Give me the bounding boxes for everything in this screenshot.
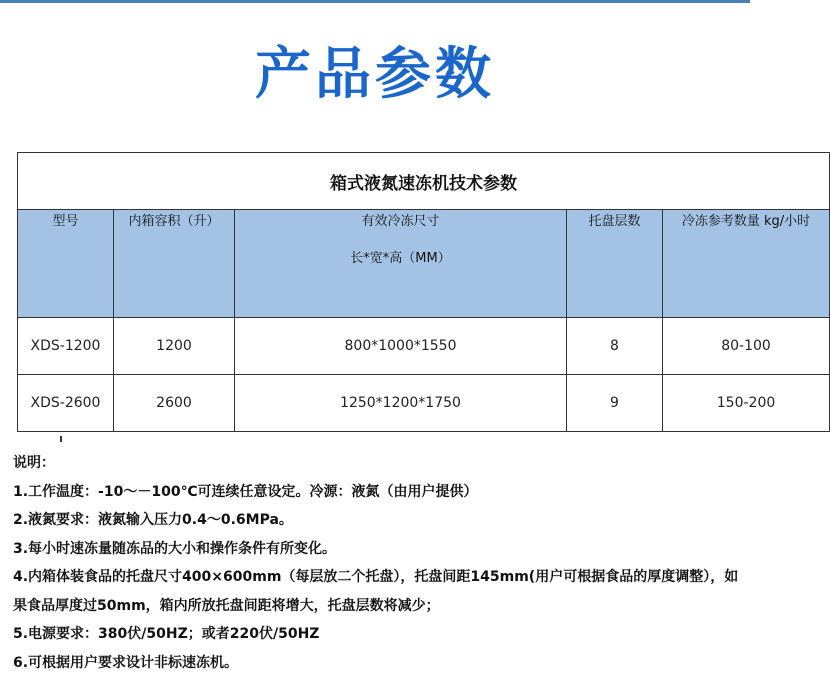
table-row <box>18 318 830 375</box>
cell-trays: 8 <box>567 318 663 375</box>
cell-model: XDS-2600 <box>18 375 114 432</box>
header-sublabel: 长*宽*高（MM） <box>350 251 451 266</box>
note-item: 4.内箱体装食品的托盘尺寸400×600mm（每层放二个托盘），托盘间距145mm(用户可根据食品的厚度调整），如果食品厚度过50mm，箱内所放托盘间距将增大，托盘层数将减少； <box>13 569 739 614</box>
header-cell-volume <box>114 210 235 318</box>
table-caption-row <box>18 153 830 210</box>
note-item: 2.液氮要求：液氮输入压力0.4～0.6MPa。 <box>13 512 293 528</box>
header-label: 型号 <box>52 214 79 229</box>
cell-model: XDS-1200 <box>18 318 114 375</box>
table-header-row <box>18 210 830 318</box>
cell-capacity: 150-200 <box>663 375 830 432</box>
header-label: 有效冷冻尺寸 <box>361 214 440 229</box>
note-item: 1.工作温度：-10～－100℃可连续任意设定。冷源：液氮（由用户提供） <box>13 483 478 500</box>
table-row <box>18 375 830 432</box>
cell-trays: 9 <box>567 375 663 432</box>
cell-size: 800*1000*1550 <box>235 318 567 375</box>
stray-mark <box>60 436 62 442</box>
cell-capacity: 80-100 <box>663 318 830 375</box>
header-cell-size <box>235 210 567 318</box>
header-label: 托盘层数 <box>588 214 641 229</box>
notes-section <box>13 449 743 677</box>
top-divider-line <box>0 0 750 3</box>
header-cell-capacity <box>663 210 830 318</box>
page-title: 产品参数 <box>255 42 495 107</box>
header-cell-model <box>18 210 114 318</box>
note-item: 6.可根据用户要求设计非标速冻机。 <box>13 654 239 671</box>
cell-size: 1250*1200*1750 <box>235 375 567 432</box>
header-label: 冷冻参考数量 kg/小时 <box>681 214 811 229</box>
header-label: 内箱容积（升） <box>128 214 220 229</box>
table-caption: 箱式液氮速冻机技术参数 <box>18 153 830 210</box>
cell-volume: 1200 <box>114 318 235 375</box>
note-item: 5.电源要求：380伏/50HZ；或者220伏/50HZ <box>13 626 320 642</box>
header-cell-trays <box>567 210 663 318</box>
spec-table <box>17 152 830 432</box>
notes-heading: 说明： <box>13 455 55 471</box>
note-item: 3.每小时速冻量随冻品的大小和操作条件有所变化。 <box>13 540 337 557</box>
cell-volume: 2600 <box>114 375 235 432</box>
